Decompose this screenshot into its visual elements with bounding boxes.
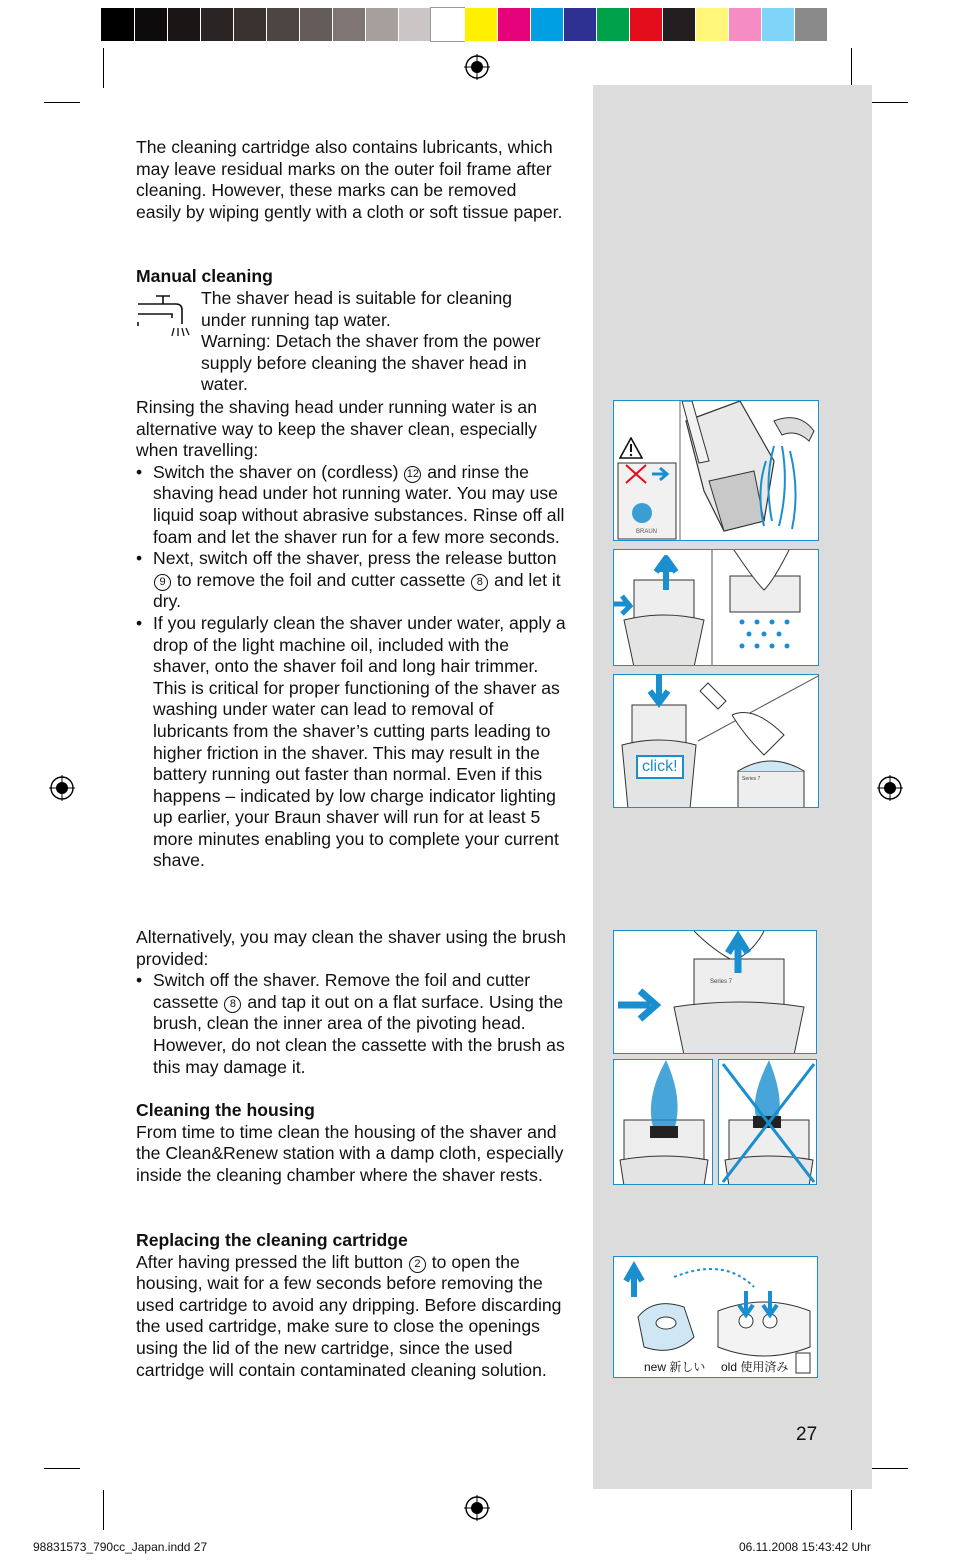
color-swatch (233, 8, 266, 41)
color-swatch (200, 8, 233, 41)
old-cartridge-label: old 使用済み (721, 1360, 789, 1374)
color-swatch (497, 8, 530, 41)
crop-mark (851, 48, 852, 88)
part-number-badge: 8 (224, 996, 241, 1013)
part-number-badge: 9 (154, 574, 171, 591)
color-swatch (398, 8, 431, 41)
part-number-badge: 2 (409, 1256, 426, 1273)
color-swatch (695, 8, 728, 41)
tap-water-icon (136, 292, 190, 342)
crop-mark (872, 1468, 908, 1469)
housing-text: From time to time clean the housing of the shaver and the Clean&Renew station with a damp cloth, especially inside the cleaning chamber where the shaver rests. (136, 1121, 564, 1185)
bullet-switch-off: • Next, switch off the shaver, press the release button 9 to remove the foil and cutter cassette 8 and let it dry. (136, 548, 561, 612)
series-label: Series 7 (742, 776, 761, 782)
date-slug: 06.11.2008 15:43:42 Uhr (739, 1540, 871, 1554)
crop-mark (103, 1490, 104, 1530)
crop-mark (44, 1468, 80, 1469)
color-swatch (563, 8, 596, 41)
illustration-oil-click (613, 674, 819, 808)
color-swatch (728, 8, 761, 41)
housing-section (136, 1100, 566, 1186)
color-swatch (101, 8, 134, 41)
intro-text: The cleaning cartridge also contains lubricants, which may leave residual marks on the outer foil frame after cleaning. However, these marks can be removed easily by wiping gently with a cloth or soft tissue paper. (136, 137, 563, 222)
illustration-brush-not-ok (718, 1059, 817, 1185)
click-label: click! (636, 755, 684, 779)
tap-text: The shaver head is suitable for cleaning under running tap water. (201, 288, 513, 330)
illustration-replace-cartridge (613, 1256, 818, 1378)
part-number-badge: 12 (404, 466, 421, 483)
color-swatch (662, 8, 695, 41)
series-label: Series 7 (710, 979, 733, 985)
color-swatch (629, 8, 662, 41)
illustration-rinse (613, 400, 819, 541)
cartridge-section (136, 1230, 566, 1381)
color-swatch (134, 8, 167, 41)
printer-color-bar (101, 8, 827, 41)
crop-mark (44, 102, 80, 103)
color-swatch (299, 8, 332, 41)
rinsing-section (136, 397, 566, 872)
illustration-remove-cassette (613, 930, 817, 1054)
bullet-switch-on: • Switch the shaver on (cordless) 12 and rinse the shaving head under hot running water. You may use liquid soap without abrasive substances. Rinse off all foam and let the shaver run for a few more seconds. (136, 461, 565, 547)
bullet-brush: • Switch off the shaver. Remove the foil and cutter cassette 8 and tap it out on a flat surface. Using the brush, clean the inner area of the pivoting head. However, do not clean the cassette with the brush as this may damage it. (136, 970, 565, 1077)
illustration-brush-ok (613, 1059, 713, 1185)
brand-label: BRAUN (636, 529, 658, 535)
new-cartridge-label: new 新しい (644, 1360, 706, 1374)
manual-cleaning-heading: Manual cleaning (136, 266, 273, 286)
color-swatch (464, 8, 497, 41)
color-swatch (332, 8, 365, 41)
intro-paragraph (136, 137, 566, 223)
housing-heading: Cleaning the housing (136, 1100, 315, 1120)
brush-section (136, 927, 566, 1078)
page-number: 27 (796, 1424, 818, 1445)
crop-mark (872, 102, 908, 103)
color-swatch (365, 8, 398, 41)
illustration-remove-dry (613, 549, 819, 666)
bullet-oil: • If you regularly clean the shaver under water, apply a drop of the light machine oil, included with the shaver, onto the shaver foil and long hair trimmer. This is critical for proper functioning of the shaver as washing under water can lead to removal of lubricants from the shaver’s cutting parts leading to higher friction in the shaver. This may result in the battery running out faster than normal. Even if this happens – indicated by low charge indicator lighting up earlier, your Braun shaver will run for at least 5 more minutes enabling you to complete your current shave. (136, 612, 566, 871)
part-number-badge: 8 (471, 574, 488, 591)
color-swatch (167, 8, 200, 41)
registration-mark-icon (877, 775, 903, 801)
unplug-icon (622, 463, 672, 485)
crop-mark (851, 1490, 852, 1530)
cartridge-text: After having pressed the lift button 2 to open the housing, wait for a few seconds before removing the used cartridge to avoid any dripping. Before discarding the used cartridge, make sure to close the openings using the lid of the new cartridge, since the used cartridge will contain contaminated cleaning solution. (136, 1251, 562, 1380)
file-slug: 98831573_790cc_Japan.indd 27 (33, 1540, 208, 1554)
color-swatch (431, 8, 464, 41)
registration-mark-icon (49, 775, 75, 801)
color-swatch (794, 8, 827, 41)
crop-mark (103, 48, 104, 88)
registration-mark-icon (464, 1495, 490, 1521)
rinsing-text: Rinsing the shaving head under running water is an alternative way to keep the shaver clean, especially when travelling: (136, 397, 538, 461)
tap-info (201, 288, 561, 396)
registration-mark-icon (464, 54, 490, 80)
color-swatch (530, 8, 563, 41)
color-swatch (266, 8, 299, 41)
warning-triangle-icon (619, 437, 643, 459)
color-swatch (596, 8, 629, 41)
color-swatch (761, 8, 794, 41)
manual-cleaning-section (136, 266, 566, 288)
warning-text: Warning: Detach the shaver from the power supply before cleaning the shaver head in water. (201, 331, 541, 395)
alternatively-text: Alternatively, you may clean the shaver using the brush provided: (136, 927, 566, 969)
cartridge-heading: Replacing the cleaning cartridge (136, 1230, 408, 1250)
